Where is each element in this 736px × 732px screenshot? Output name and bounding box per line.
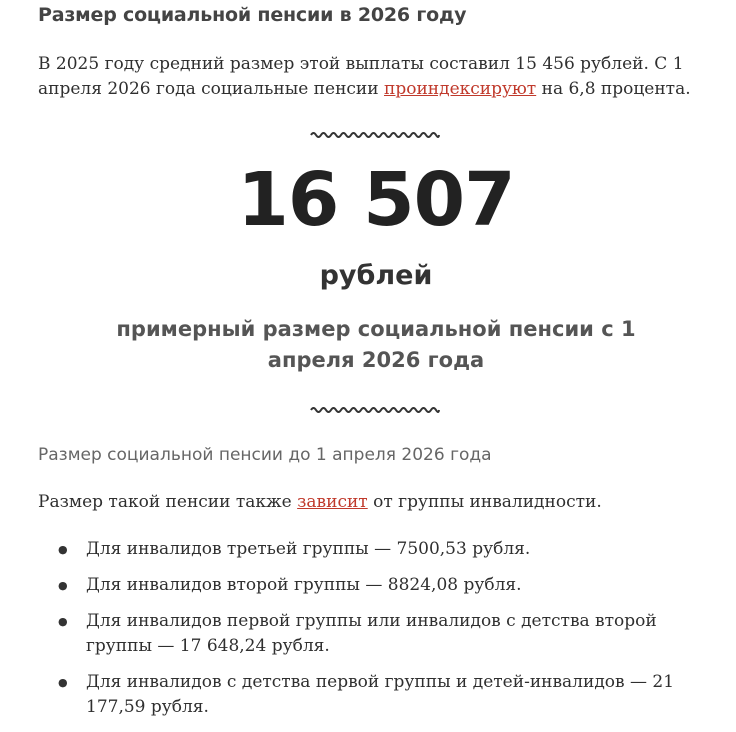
disability-paragraph — [38, 490, 718, 515]
bullet-icon: ● — [58, 615, 68, 628]
wave-divider-icon — [310, 130, 440, 140]
list-item-text: Для инвалидов с детства первой группы и детей-инвалидов — 21 177,59 рубля. — [86, 672, 675, 717]
wave-divider-icon — [310, 405, 440, 415]
pension-list — [38, 537, 678, 731]
indexation-link[interactable]: проиндексируют — [384, 79, 537, 99]
bullet-icon: ● — [58, 543, 68, 556]
list-item-text: Для инвалидов третьей группы — 7500,53 рубля. — [86, 539, 531, 559]
bullet-icon: ● — [58, 676, 68, 689]
list-item — [38, 670, 678, 720]
pension-amount: 16 507 — [237, 157, 515, 243]
list-item — [38, 537, 678, 562]
subheading: Размер социальной пенсии до 1 апреля 2026 года — [38, 445, 492, 465]
list-item — [38, 609, 678, 659]
para2-text-before: Размер такой пенсии также — [38, 492, 298, 512]
intro-paragraph — [38, 52, 718, 102]
list-item — [38, 573, 678, 598]
list-item-text: Для инвалидов первой группы или инвалидов с детства второй группы — 17 648,24 рубля. — [86, 611, 657, 656]
para2-text-after: от группы инвалидности. — [367, 492, 602, 512]
intro-text-after: на 6,8 процента. — [536, 79, 691, 99]
list-item-text: Для инвалидов второй группы — 8824,08 рубля. — [86, 575, 522, 595]
section-heading: Размер социальной пенсии в 2026 году — [38, 4, 467, 26]
depends-link[interactable]: зависит — [297, 492, 368, 512]
pension-caption: примерный размер социальной пенсии с 1 апреля 2026 года — [116, 317, 636, 372]
pension-unit: рублей — [319, 260, 433, 291]
bullet-icon: ● — [58, 579, 68, 592]
intro-text-before: В 2025 году средний размер этой выплаты составил 15 456 рублей. С 1 апреля 2026 года социальные пенсии — [38, 54, 684, 99]
